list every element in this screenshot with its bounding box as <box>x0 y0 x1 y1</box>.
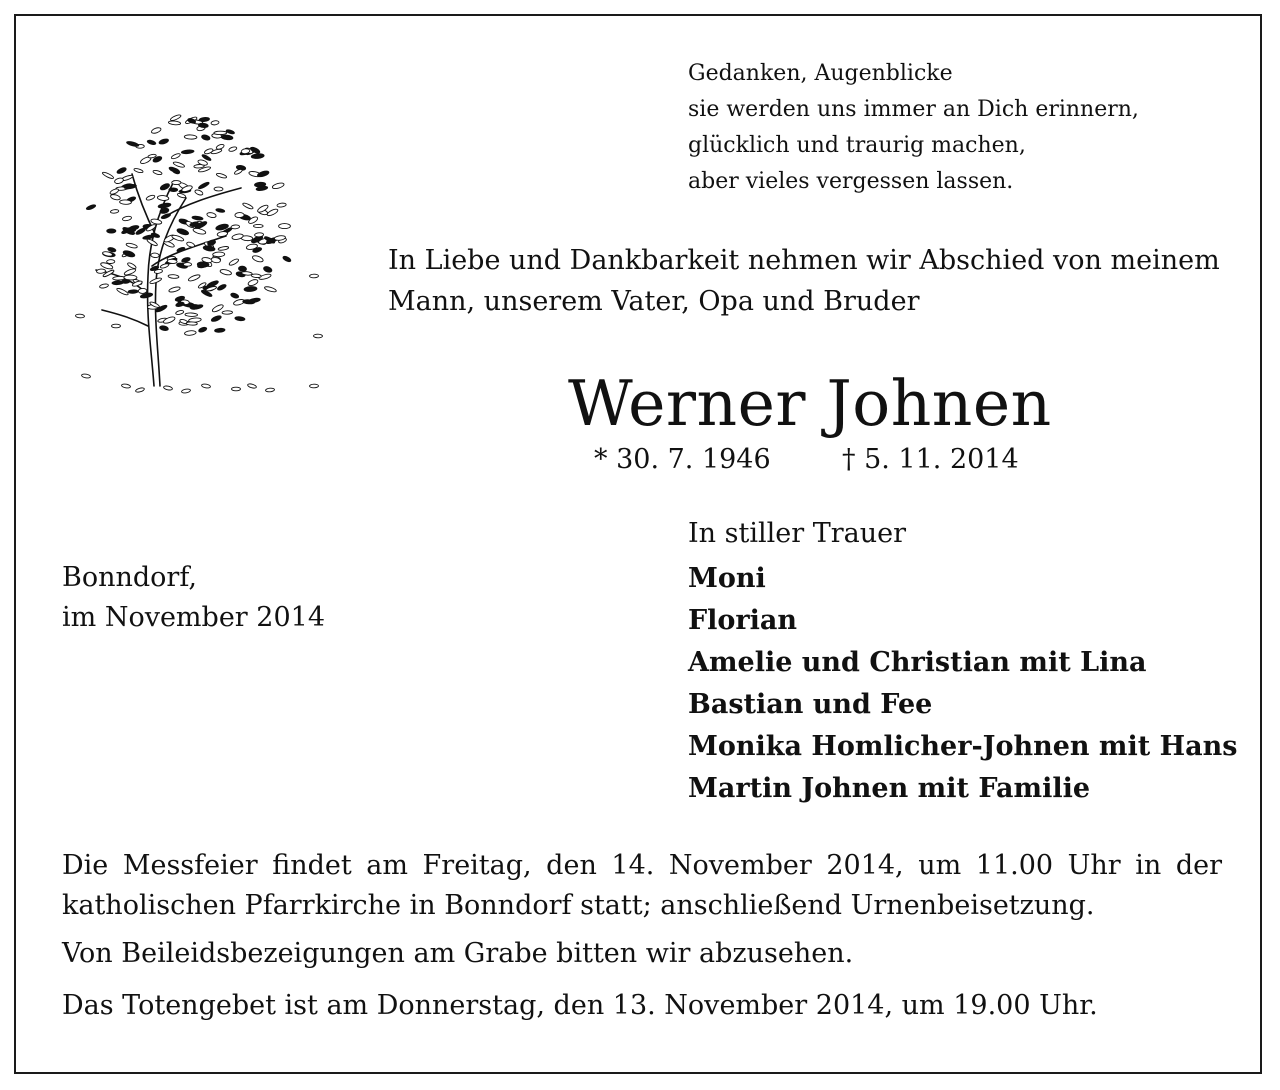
leaf <box>181 257 191 263</box>
mourner-name: Martin Johnen mit Familie <box>688 773 1091 804</box>
leaf <box>124 228 136 233</box>
leaf <box>171 234 184 242</box>
leaf <box>221 135 233 141</box>
leaf <box>122 216 132 222</box>
leaf <box>159 325 169 331</box>
leaf <box>186 322 197 326</box>
leaf <box>257 170 270 178</box>
place-and-date <box>62 558 325 638</box>
poem <box>688 56 1139 200</box>
leaf <box>168 166 178 173</box>
leaf <box>247 278 258 286</box>
mourners-list <box>688 558 1237 810</box>
leaf <box>214 187 223 191</box>
windblown-tree-icon <box>56 86 336 406</box>
leaf <box>277 203 287 208</box>
leaf <box>214 131 227 135</box>
leaf <box>181 149 194 154</box>
leaf <box>135 387 145 393</box>
leaf <box>238 266 247 272</box>
leaf <box>163 385 173 390</box>
leaf <box>235 316 245 321</box>
funeral-service-text: Die Messfeier findet am Freitag, den 14. November 2014, um 11.00 Uhr in der katholischen Pfarrkirche in Bonndorf statt; anschließend Urnenbeisetzung. <box>62 850 1222 921</box>
leaf <box>168 286 180 293</box>
leaf <box>188 274 201 283</box>
condolences-text: Von Beileidsbezeigungen am Grabe bitten wir abzusehen. <box>62 938 854 969</box>
death-date: † 5. 11. 2014 <box>842 444 1019 475</box>
leaf <box>134 168 144 174</box>
leaf <box>176 228 189 236</box>
farewell-intro <box>388 240 1220 322</box>
mourner-name: Bastian und Fee <box>688 689 933 720</box>
leaf <box>234 168 243 175</box>
leaf <box>113 276 126 280</box>
leaf <box>198 326 207 333</box>
leaf <box>151 127 162 135</box>
leaf <box>247 383 257 389</box>
leaf <box>254 232 263 237</box>
leaf <box>217 283 227 291</box>
leaf <box>112 281 123 285</box>
leaf <box>96 269 105 274</box>
service-information <box>62 846 1222 1026</box>
leaf <box>254 224 264 227</box>
birth-date: * 30. 7. 1946 <box>594 444 771 475</box>
leaf <box>150 218 162 225</box>
leaf <box>81 373 90 378</box>
leaf <box>114 177 124 184</box>
leaf <box>185 313 198 317</box>
leaf <box>309 274 318 278</box>
leaf <box>232 387 241 391</box>
poem-line: Gedanken, Augenblicke <box>688 61 953 86</box>
leaf <box>206 212 216 219</box>
leaf <box>99 283 109 288</box>
leaf <box>228 146 237 152</box>
leaf <box>230 292 239 299</box>
leaf <box>138 288 147 293</box>
leaf <box>198 181 210 190</box>
leaf <box>160 263 169 269</box>
leaf <box>102 171 114 179</box>
leaf <box>207 239 216 247</box>
leaf <box>126 242 138 248</box>
leaf <box>248 298 260 304</box>
mourner-name: Florian <box>688 605 798 636</box>
leaf <box>151 253 160 258</box>
leaf <box>211 120 219 125</box>
date-line: im November 2014 <box>62 602 325 633</box>
leaf <box>192 216 203 221</box>
leaf <box>172 181 181 185</box>
leaf <box>109 188 119 195</box>
leaf <box>201 134 211 141</box>
leaf <box>168 120 181 125</box>
mourner-name: Amelie und Christian mit Lina <box>688 647 1147 678</box>
leaf <box>153 170 163 176</box>
leaf <box>107 229 116 233</box>
poem-line: glücklich und traurig machen, <box>688 133 1026 158</box>
leaf <box>175 310 184 315</box>
leaf <box>266 208 278 217</box>
leaf <box>186 241 195 248</box>
leaf <box>242 202 254 210</box>
mourner-name: Moni <box>688 563 766 594</box>
leaf <box>251 274 261 278</box>
leaf <box>159 138 170 145</box>
leaf <box>112 324 121 328</box>
leaf <box>175 301 184 307</box>
intro-line: Mann, unserem Vater, Opa und Bruder <box>388 286 920 317</box>
leaf <box>265 388 274 393</box>
leaf <box>313 334 322 338</box>
leaf <box>183 263 191 267</box>
leaf <box>127 262 137 270</box>
mourner-name: Monika Homlicher-Johnen mit Hans <box>688 731 1238 762</box>
leaf <box>121 383 130 388</box>
leaf <box>171 153 181 160</box>
leaf <box>126 141 139 148</box>
leaf <box>220 269 232 276</box>
leaf <box>107 260 115 264</box>
leaf <box>282 255 291 262</box>
leaf <box>264 286 277 293</box>
leaf <box>169 188 178 192</box>
intro-line: In Liebe und Dankbarkeit nehmen wir Abschied von meinem <box>388 245 1220 276</box>
leaf <box>222 311 233 315</box>
leaf <box>216 208 225 213</box>
leaf <box>116 167 127 175</box>
leaf <box>176 247 185 253</box>
leaf <box>173 161 185 168</box>
mourners-heading: In stiller Trauer <box>688 518 907 549</box>
prayer-text: Das Totengebet ist am Donnerstag, den 13. November 2014, um 19.00 Uhr. <box>62 990 1098 1021</box>
leaf <box>263 266 273 274</box>
leaf <box>128 290 138 294</box>
leaf <box>218 246 229 251</box>
leaf <box>251 153 264 159</box>
leaf <box>279 224 291 229</box>
leaf <box>228 258 239 267</box>
leaf <box>110 209 119 213</box>
leaf <box>147 139 156 145</box>
leaf <box>158 202 171 208</box>
leaf <box>309 384 318 388</box>
leaf <box>216 173 227 179</box>
leaf <box>163 316 176 325</box>
leaf <box>184 330 196 336</box>
obituary-notice <box>14 14 1262 1074</box>
leaf <box>214 328 225 333</box>
leaf <box>170 114 182 122</box>
leaf <box>194 189 203 196</box>
leaf <box>231 225 240 229</box>
leaf <box>168 274 179 279</box>
leaf <box>235 212 244 217</box>
leaf <box>181 388 190 393</box>
place-line: Bonndorf, <box>62 562 197 593</box>
leaf <box>86 204 96 211</box>
leaf <box>146 194 156 201</box>
leaf <box>184 135 197 140</box>
leaf <box>197 262 209 268</box>
leaf <box>252 255 264 264</box>
leaf <box>167 259 177 264</box>
leaf <box>244 286 257 292</box>
leaf <box>226 129 235 135</box>
leaf <box>211 315 222 323</box>
leaf <box>177 193 186 199</box>
leaf <box>75 314 84 318</box>
deceased-name: Werner Johnen <box>568 367 1052 440</box>
poem-line: sie werden uns immer an Dich erinnern, <box>688 97 1139 122</box>
poem-line: aber vieles vergessen lassen. <box>688 169 1014 194</box>
leaf <box>120 200 132 205</box>
leaf <box>272 182 285 190</box>
leaf <box>124 275 137 280</box>
leaf <box>201 383 210 388</box>
leaf <box>116 287 129 296</box>
